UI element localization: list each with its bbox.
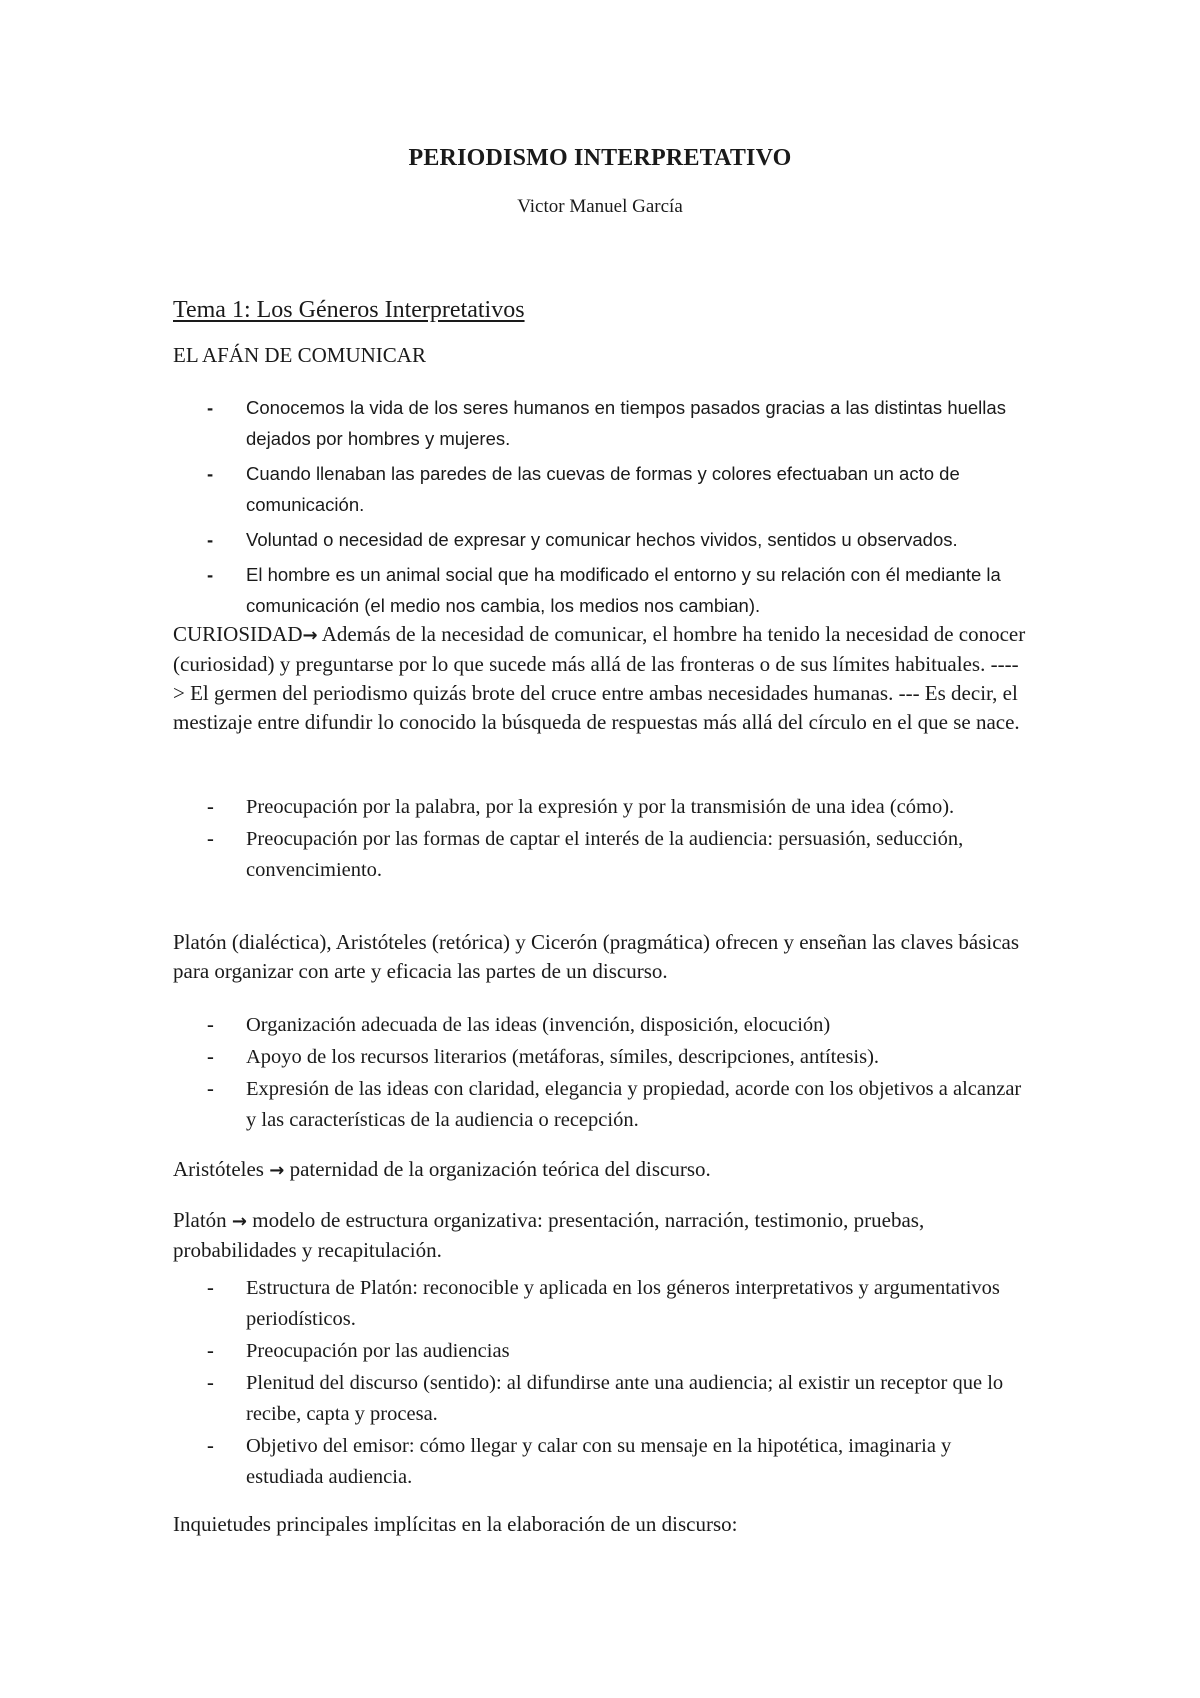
list-item: - Preocupación por la palabra, por la expresión y por la transmisión de una idea (cómo). [173,792,1033,823]
bullet-list-1 [173,392,1033,625]
list-item: - Expresión de las ideas con claridad, elegancia y propiedad, acorde con los objetivos a alcanzar y las características de la audiencia o recepción. [173,1074,1033,1136]
list-item: - Preocupación por las audiencias [173,1336,1033,1367]
curiosidad-paragraph: CURIOSIDAD→ Además de la necesidad de comunicar, el hombre ha tenido la necesidad de conocer (curiosidad) y preguntarse por lo que sucede más allá de las fronteras o de sus límites habituales. ---- > El germen del periodismo quizás brote del cruce entre ambas necesidades humanas. --- Es decir, el mestizaje entre difundir lo conocido la búsqueda de respuestas más allá del círculo en el que se nace. [173,622,1026,734]
list-item: - Cuando llenaban las paredes de las cuevas de formas y colores efectuaban un acto de comunicación. [173,458,1033,520]
document-author: Victor Manuel García [517,196,683,217]
list-item: - Apoyo de los recursos literarios (metáforas, símiles, descripciones, antítesis). [173,1042,1033,1073]
list-item: - Preocupación por las formas de captar el interés de la audiencia: persuasión, seducción, convencimiento. [173,824,1033,886]
list-item: - Organización adecuada de las ideas (invención, disposición, elocución) [173,1010,1033,1041]
curiosidad-label: CURIOSIDAD [173,622,303,646]
dash-marker: - [207,796,214,818]
right-arrow-icon: → [302,625,318,646]
list-item: - El hombre es un animal social que ha modificado el entorno y su relación con él mediante la comunicación (el medio nos cambia, los medios nos cambian). [173,559,1033,621]
right-arrow-icon: → [231,1211,248,1232]
dash-marker: - [207,1046,214,1068]
right-arrow-icon: → [269,1160,285,1181]
bullet-list-2 [173,792,1033,887]
dash-marker: - [207,529,214,550]
aristoteles-line: Aristóteles → paternidad de la organización teórica del discurso. [173,1157,711,1181]
dash-marker: - [207,1340,214,1362]
dash-marker: - [207,1277,214,1299]
dash-marker: - [207,463,214,484]
dash-marker: - [207,1014,214,1036]
list-item: - Objetivo del emisor: cómo llegar y calar con su mensaje en la hipotética, imaginaria y estudiada audiencia. [173,1431,1033,1493]
dash-marker: - [207,397,214,418]
list-item: - Conocemos la vida de los seres humanos en tiempos pasados gracias a las distintas huellas dejados por hombres y mujeres. [173,392,1033,454]
list-item: - Estructura de Platón: reconocible y aplicada en los géneros interpretativos y argumentativos periodísticos. [173,1273,1033,1335]
bullet-list-3 [173,1010,1033,1137]
dash-marker: - [207,828,214,850]
document-title: PERIODISMO INTERPRETATIVO [408,145,792,171]
dash-marker: - [207,1078,214,1100]
bullet-list-4 [173,1273,1033,1494]
dash-marker: - [207,1435,214,1457]
final-line: Inquietudes principales implícitas en la elaboración de un discurso: [173,1512,738,1536]
list-item: - Plenitud del discurso (sentido): al difundirse ante una audiencia; al existir un receptor que lo recibe, capta y procesa. [173,1368,1033,1430]
platon-line: Platón → modelo de estructura organizativa: presentación, narración, testimonio, pruebas, probabilidades y recapitulación. [173,1208,925,1262]
dash-marker: - [207,1372,214,1394]
dash-marker: - [207,564,214,585]
platon-paragraph: Platón (dialéctica), Aristóteles (retórica) y Cicerón (pragmática) ofrecen y enseñan las claves básicas para organizar con arte y eficacia las partes de un discurso. [173,930,1020,983]
topic-heading: Tema 1: Los Géneros Interpretativos [173,297,525,323]
list-item: - Voluntad o necesidad de expresar y comunicar hechos vividos, sentidos u observados. [173,524,1033,555]
section-heading: EL AFÁN DE COMUNICAR [173,343,426,367]
